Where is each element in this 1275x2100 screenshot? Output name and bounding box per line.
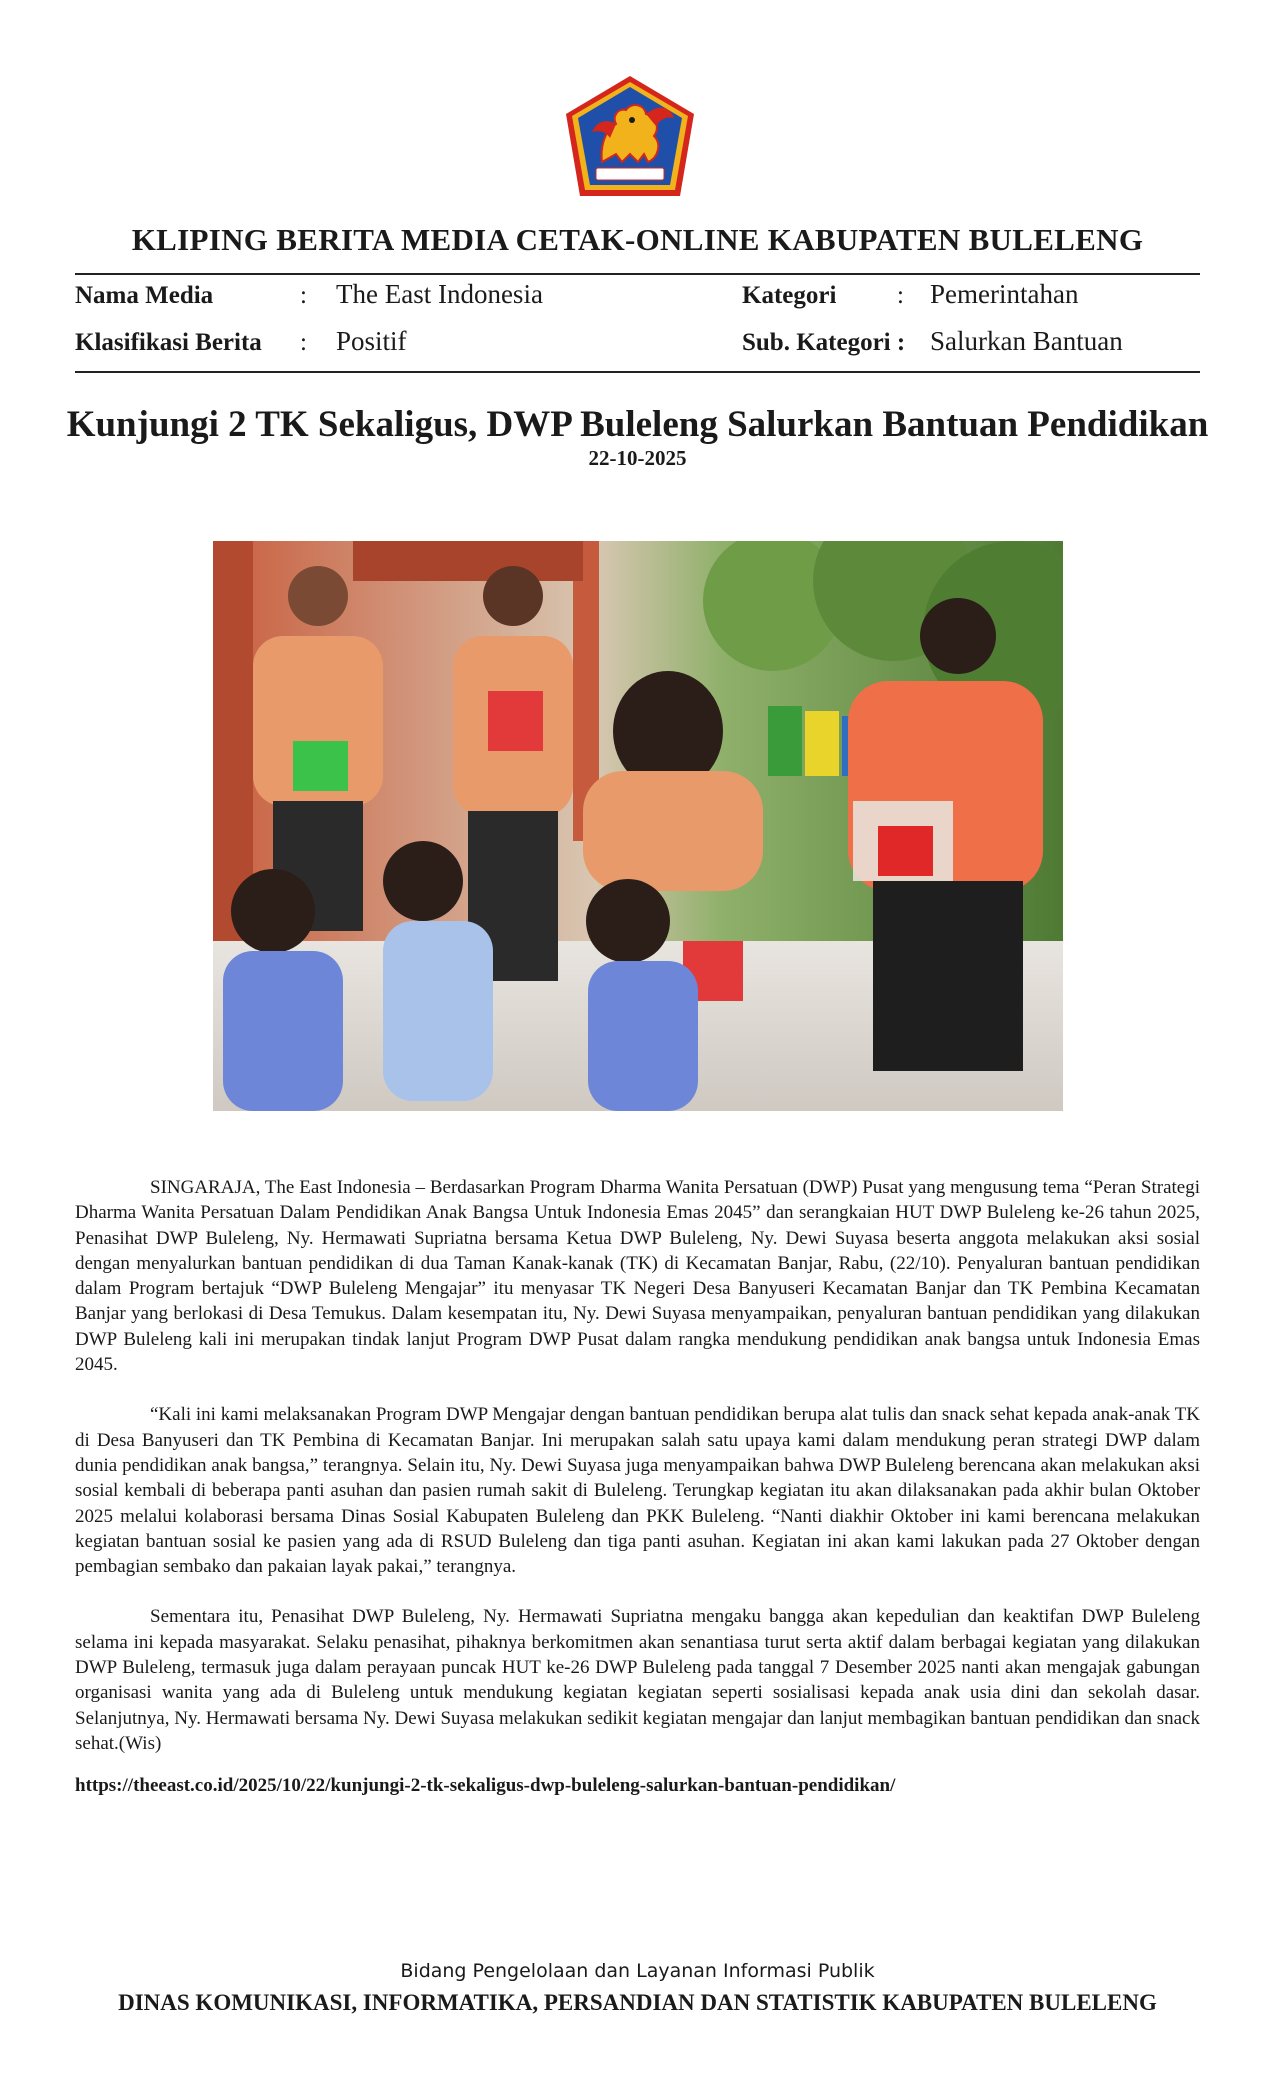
sub-kategori-value: Salurkan Bantuan — [930, 326, 1123, 356]
nama-media-value: The East Indonesia — [336, 279, 543, 309]
article-paragraph: “Kali ini kami melaksanakan Program DWP Mengajar dengan bantuan pendidikan berupa alat tulis dan snack sehat kepada anak-anak TK di Desa Banyuseri dan TK Pembina di Kecamatan Banjar. Ini merupakan salah satu upaya kami dalam mendukung peran strategi DWP dalam dunia pendidikan anak bangsa,” terangnya. Selain itu, Ny. Dewi Suyasa juga menyampaikan bahwa DWP Buleleng berencana akan melakukan aksi sosial kembali di beberapa panti asuhan dan pasien rumah sakit di Buleleng. Terungkap kegiatan itu akan dilaksanakan pada akhir bulan Oktober 2025 melalui kolaborasi bersama Dinas Sosial Kabupaten Buleleng dan PKK Buleleng. “Nanti diakhir Oktober ini kami berencana melakukan kegiatan bantuan sosial ke pasien yang ada di RSUD Buleleng dan tiga panti asuhan. Kegiatan ini akan kami lakukan pada 27 Oktober dengan pembagian sembako dan pakaian layak pakai,” terangnya. — [75, 1404, 1200, 1578]
klasifikasi-value: Positif — [336, 326, 407, 356]
colon: : — [300, 282, 307, 309]
footer-department: Bidang Pengelolaan dan Layanan Informasi Publik — [400, 1960, 875, 1982]
source-url-link[interactable]: https://theeast.co.id/2025/10/22/kunjungi-2-tk-sekaligus-dwp-buleleng-salurkan-bantuan-pendidikan/ — [75, 1775, 896, 1796]
colon: : — [897, 282, 904, 309]
top-divider — [75, 273, 1200, 275]
bottom-divider — [75, 371, 1200, 373]
footer-agency: DINAS KOMUNIKASI, INFORMATIKA, PERSANDIAN DAN STATISTIK KABUPATEN BULELENG — [118, 1990, 1157, 2015]
kliping-title: KLIPING BERITA MEDIA CETAK-ONLINE KABUPATEN BULELENG — [131, 222, 1144, 257]
photo-illustration — [213, 541, 1063, 1111]
nama-media-label: Nama Media — [75, 282, 214, 309]
kabupaten-buleleng-logo — [562, 74, 698, 200]
article-headline: Kunjungi 2 TK Sekaligus, DWP Buleleng Salurkan Bantuan Pendidikan — [66, 404, 1209, 445]
sub-kategori-label: Sub. Kategori : — [742, 329, 906, 356]
article-paragraph: SINGARAJA, The East Indonesia – Berdasarkan Program Dharma Wanita Persatuan (DWP) Pusat yang mengusung tema “Peran Strategi Dharma Wanita Persatuan Dalam Pendidikan Anak Bangsa Untuk Indonesia Emas 2045” dan serangkaian HUT DWP Buleleng ke-26 tahun 2025, Penasihat DWP Buleleng, Ny. Hermawati Supriatna bersama Ketua DWP Buleleng, Ny. Dewi Suyasa beserta anggota melakukan aksi sosial dengan menyalurkan bantuan pendidikan di dua Taman Kanak-kanak (TK) di Kecamatan Banjar, Rabu, (22/10). Penyaluran bantuan pendidikan dalam Program bertajuk “DWP Buleleng Mengajar” itu menyasar TK Negeri Desa Banyuseri Kecamatan Banjar dan TK Pembina Kecamatan Banjar yang berlokasi di Desa Temukus. Dalam kesempatan itu, Ny. Dewi Suyasa menyampaikan, penyaluran bantuan pendidikan yang dilakukan DWP Buleleng kali ini merupakan tindak lanjut Program DWP Pusat dalam rangka mendukung pendidikan anak bangsa untuk Indonesia Emas 2045. — [75, 1177, 1200, 1376]
singa-ambara-raja-emblem-icon — [562, 74, 698, 200]
kategori-value: Pemerintahan — [930, 279, 1079, 309]
article-paragraph: Sementara itu, Penasihat DWP Buleleng, Ny. Hermawati Supriatna mengaku bangga akan kepedulian dan keaktifan DWP Buleleng selama ini kepada masyarakat. Selaku penasihat, pihaknya berkomitmen akan senantiasa turut serta aktif dalam berbagai kegiatan yang dilakukan DWP Buleleng, termasuk juga dalam perayaan puncak HUT ke-26 DWP Buleleng pada tanggal 7 Desember 2025 nanti akan mengajak gabungan organisasi wanita yang ada di Buleleng untuk mendukung kegiatan kegiatan seperti sosialisasi kepada anak usia dini dan sekolah dasar. Selanjutnya, Ny. Hermawati bersama Ny. Dewi Suyasa melakukan sedikit kegiatan mengajar dan lanjut membagikan bantuan pendidikan dan snack sehat.(Wis) — [75, 1606, 1200, 1754]
colon: : — [300, 329, 307, 356]
article-body — [75, 1175, 1200, 1781]
klasifikasi-label: Klasifikasi Berita — [75, 329, 262, 356]
article-photo — [213, 541, 1063, 1111]
article-date: 22-10-2025 — [588, 446, 687, 470]
kategori-label: Kategori — [742, 282, 837, 309]
